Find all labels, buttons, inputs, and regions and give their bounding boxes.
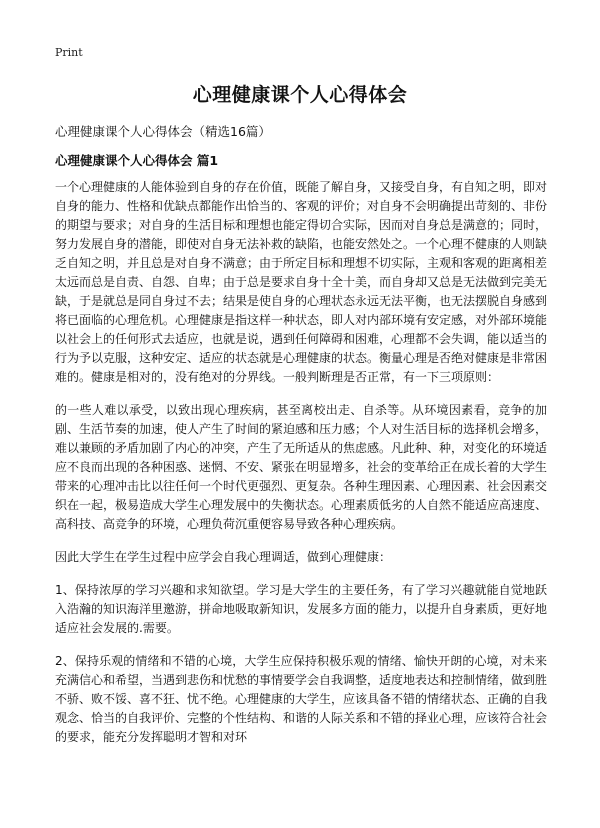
paragraph: 1、保持浓厚的学习兴趣和求知欲望。学习是大学生的主要任务，有了学习兴趣就能自觉地跃入浩瀚的知识海洋里邀游，拼命地吸取新知识，发展多方面的能力，以提升自身素质，更好地适应社会发展的.需要。 <box>55 583 548 635</box>
print-label: Print <box>55 46 83 59</box>
section-heading: 心理健康课个人心得体会 篇1 <box>55 153 219 168</box>
document-body <box>55 178 547 761</box>
document-title: 心理健康课个人心得体会 <box>192 84 408 106</box>
paragraph: 的一些人难以承受，以致出现心理疾病，甚至离校出走、自杀等。从环境因素看，竞争的加剧、生活节奏的加速，使人产生了时间的紧迫感和压力感；个人对生活目标的选择机会增多，难以兼顾的矛盾加剧了内心的冲突，产生了无所适从的焦虑感。凡此种、种，对变化的环境适应不良而出现的各种困惑、迷惘、不安、紧张在明显增多，社会的变革给正在成长着的大学生带来的心理冲击比以往任何一个时代更强烈、更复杂。各种生理因素、心理因素、社会因素交织在一起，极易造成大学生心理发展中的失衡状态。心理素质低劣的人自然不能适应高速度、高科技、高竞争的环境，心理负荷沉重便容易导致各种心理疾病。 <box>55 403 548 531</box>
paragraph: 因此大学生在学生过程中应学会自我心理调适，做到心理健康： <box>55 550 392 564</box>
paragraph: 2、保持乐观的情绪和不错的心境，大学生应保持积极乐观的情绪、愉快开朗的心境，对未来充满信心和希望，当遇到悲伤和忧愁的事情要学会自我调整，适度地表达和控制情绪，做到胜不骄、败不馁、喜不狂、忧不绝。心理健康的大学生，应该具备不错的情绪状态、正确的自我观念、恰当的自我评价、完整的个性结构、和谐的人际关系和不错的择业心理，应该符合社会的要求，能充分发挥聪明才智和对环 <box>55 654 548 744</box>
document-subtitle: 心理健康课个人心得体会（精选16篇） <box>55 124 271 139</box>
paragraph: 一个心理健康的人能体验到自身的存在价值，既能了解自身，又接受自身，有自知之明，即对自身的能力、性格和优缺点都能作出恰当的、客观的评价；对自身不会明确提出苛刻的、非份的期望与要求；对自身的生活目标和理想也能定得切合实际，因而对自身总是满意的；同时，努力发展自身的潜能，即使对自身无法补救的缺陷，也能安然处之。一个心理不健康的人则缺乏自知之明，并且总是对自身不满意；由于所定目标和理想不切实际，主观和客观的距离相差太远而总是自责、自怨、自卑；由于总是要求自身十全十美，而自身却又总是无法做到完美无缺，于是就总是同自身过不去；结果是使自身的心理状态永远无法平衡，也无法摆脱自身感到将已面临的心理危机。心理健康是指这样一种状态，即人对内部环境有安定感，对外部环境能以社会上的任何形式去适应，也就是说，遇到任何障碍和困难，心理都不会失调，能以适当的行为予以克服，这种安定、适应的状态就是心理健康的状态。衡量心理是否绝对健康是非常困难的。健康是相对的，没有绝对的分界线。一般判断理是否正常，有一下三项原则： <box>55 180 548 384</box>
